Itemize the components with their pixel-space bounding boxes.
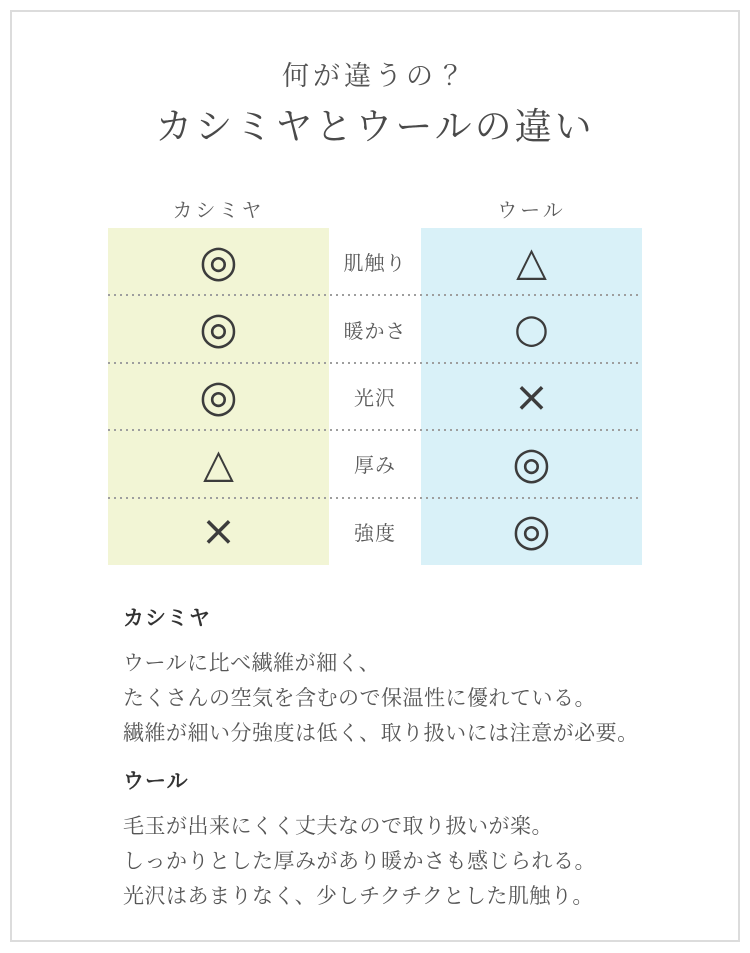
cashmere-cell xyxy=(108,228,329,295)
section-text-line: 光沢はあまりなく、少しチクチクとした肌触り。 xyxy=(123,885,594,908)
section-heading: カシミヤ xyxy=(123,607,211,630)
row-label-cell xyxy=(329,228,421,295)
rating-symbol: × xyxy=(200,506,237,556)
section-text-line: たくさんの空気を含むので保温性に優れている。 xyxy=(123,687,596,710)
cashmere-cell xyxy=(108,498,329,565)
wool-cell xyxy=(421,295,642,362)
dotted-divider xyxy=(108,362,642,364)
cashmere-cell xyxy=(108,430,329,497)
cashmere-cell xyxy=(108,295,329,362)
column-header-cashmere: カシミヤ xyxy=(172,200,265,222)
row-label: 強度 xyxy=(354,522,396,545)
rating-symbol: ◎ xyxy=(199,235,238,287)
page-subtitle: 何が違うの？ xyxy=(282,61,468,92)
rating-symbol: ○ xyxy=(514,306,549,353)
comparison-table xyxy=(108,228,642,565)
section-text-line: しっかりとした厚みがあり暖かさも感じられる。 xyxy=(123,850,596,873)
section-text-line: 繊維が細い分強度は低く、取り扱いには注意が必要。 xyxy=(123,722,639,745)
table-row xyxy=(108,295,642,362)
rating-symbol: ◎ xyxy=(199,303,238,355)
row-label-cell xyxy=(329,363,421,430)
dotted-divider xyxy=(108,294,642,296)
column-header-wool: ウール xyxy=(497,200,566,222)
table-row xyxy=(108,363,642,430)
rating-symbol: × xyxy=(513,371,550,421)
table-row xyxy=(108,498,642,565)
table-row xyxy=(108,228,642,295)
section-wool xyxy=(123,765,643,914)
wool-cell xyxy=(421,228,642,295)
row-label: 暖かさ xyxy=(343,320,407,343)
section-cashmere xyxy=(123,602,643,751)
rating-symbol: △ xyxy=(203,440,234,487)
page-title: カシミヤとウールの違い xyxy=(155,105,595,148)
table-row xyxy=(108,430,642,497)
dotted-divider xyxy=(108,497,642,499)
section-text-line: ウールに比べ繊維が細く、 xyxy=(123,652,381,675)
rating-symbol: ◎ xyxy=(199,370,238,422)
cashmere-cell xyxy=(108,363,329,430)
section-text-line: 毛玉が出来にくく丈夫なので取り扱いが楽。 xyxy=(123,815,553,838)
dotted-divider xyxy=(108,429,642,431)
row-label: 厚み xyxy=(354,455,396,478)
rating-symbol: △ xyxy=(516,238,547,285)
row-label: 肌触り xyxy=(343,253,407,276)
wool-cell xyxy=(421,430,642,497)
row-label-cell xyxy=(329,295,421,362)
row-label-cell xyxy=(329,430,421,497)
wool-cell xyxy=(421,498,642,565)
row-label: 光沢 xyxy=(354,388,396,411)
rating-symbol: ◎ xyxy=(512,505,551,557)
rating-symbol: ◎ xyxy=(512,437,551,489)
wool-cell xyxy=(421,363,642,430)
row-label-cell xyxy=(329,498,421,565)
section-heading: ウール xyxy=(123,770,189,793)
